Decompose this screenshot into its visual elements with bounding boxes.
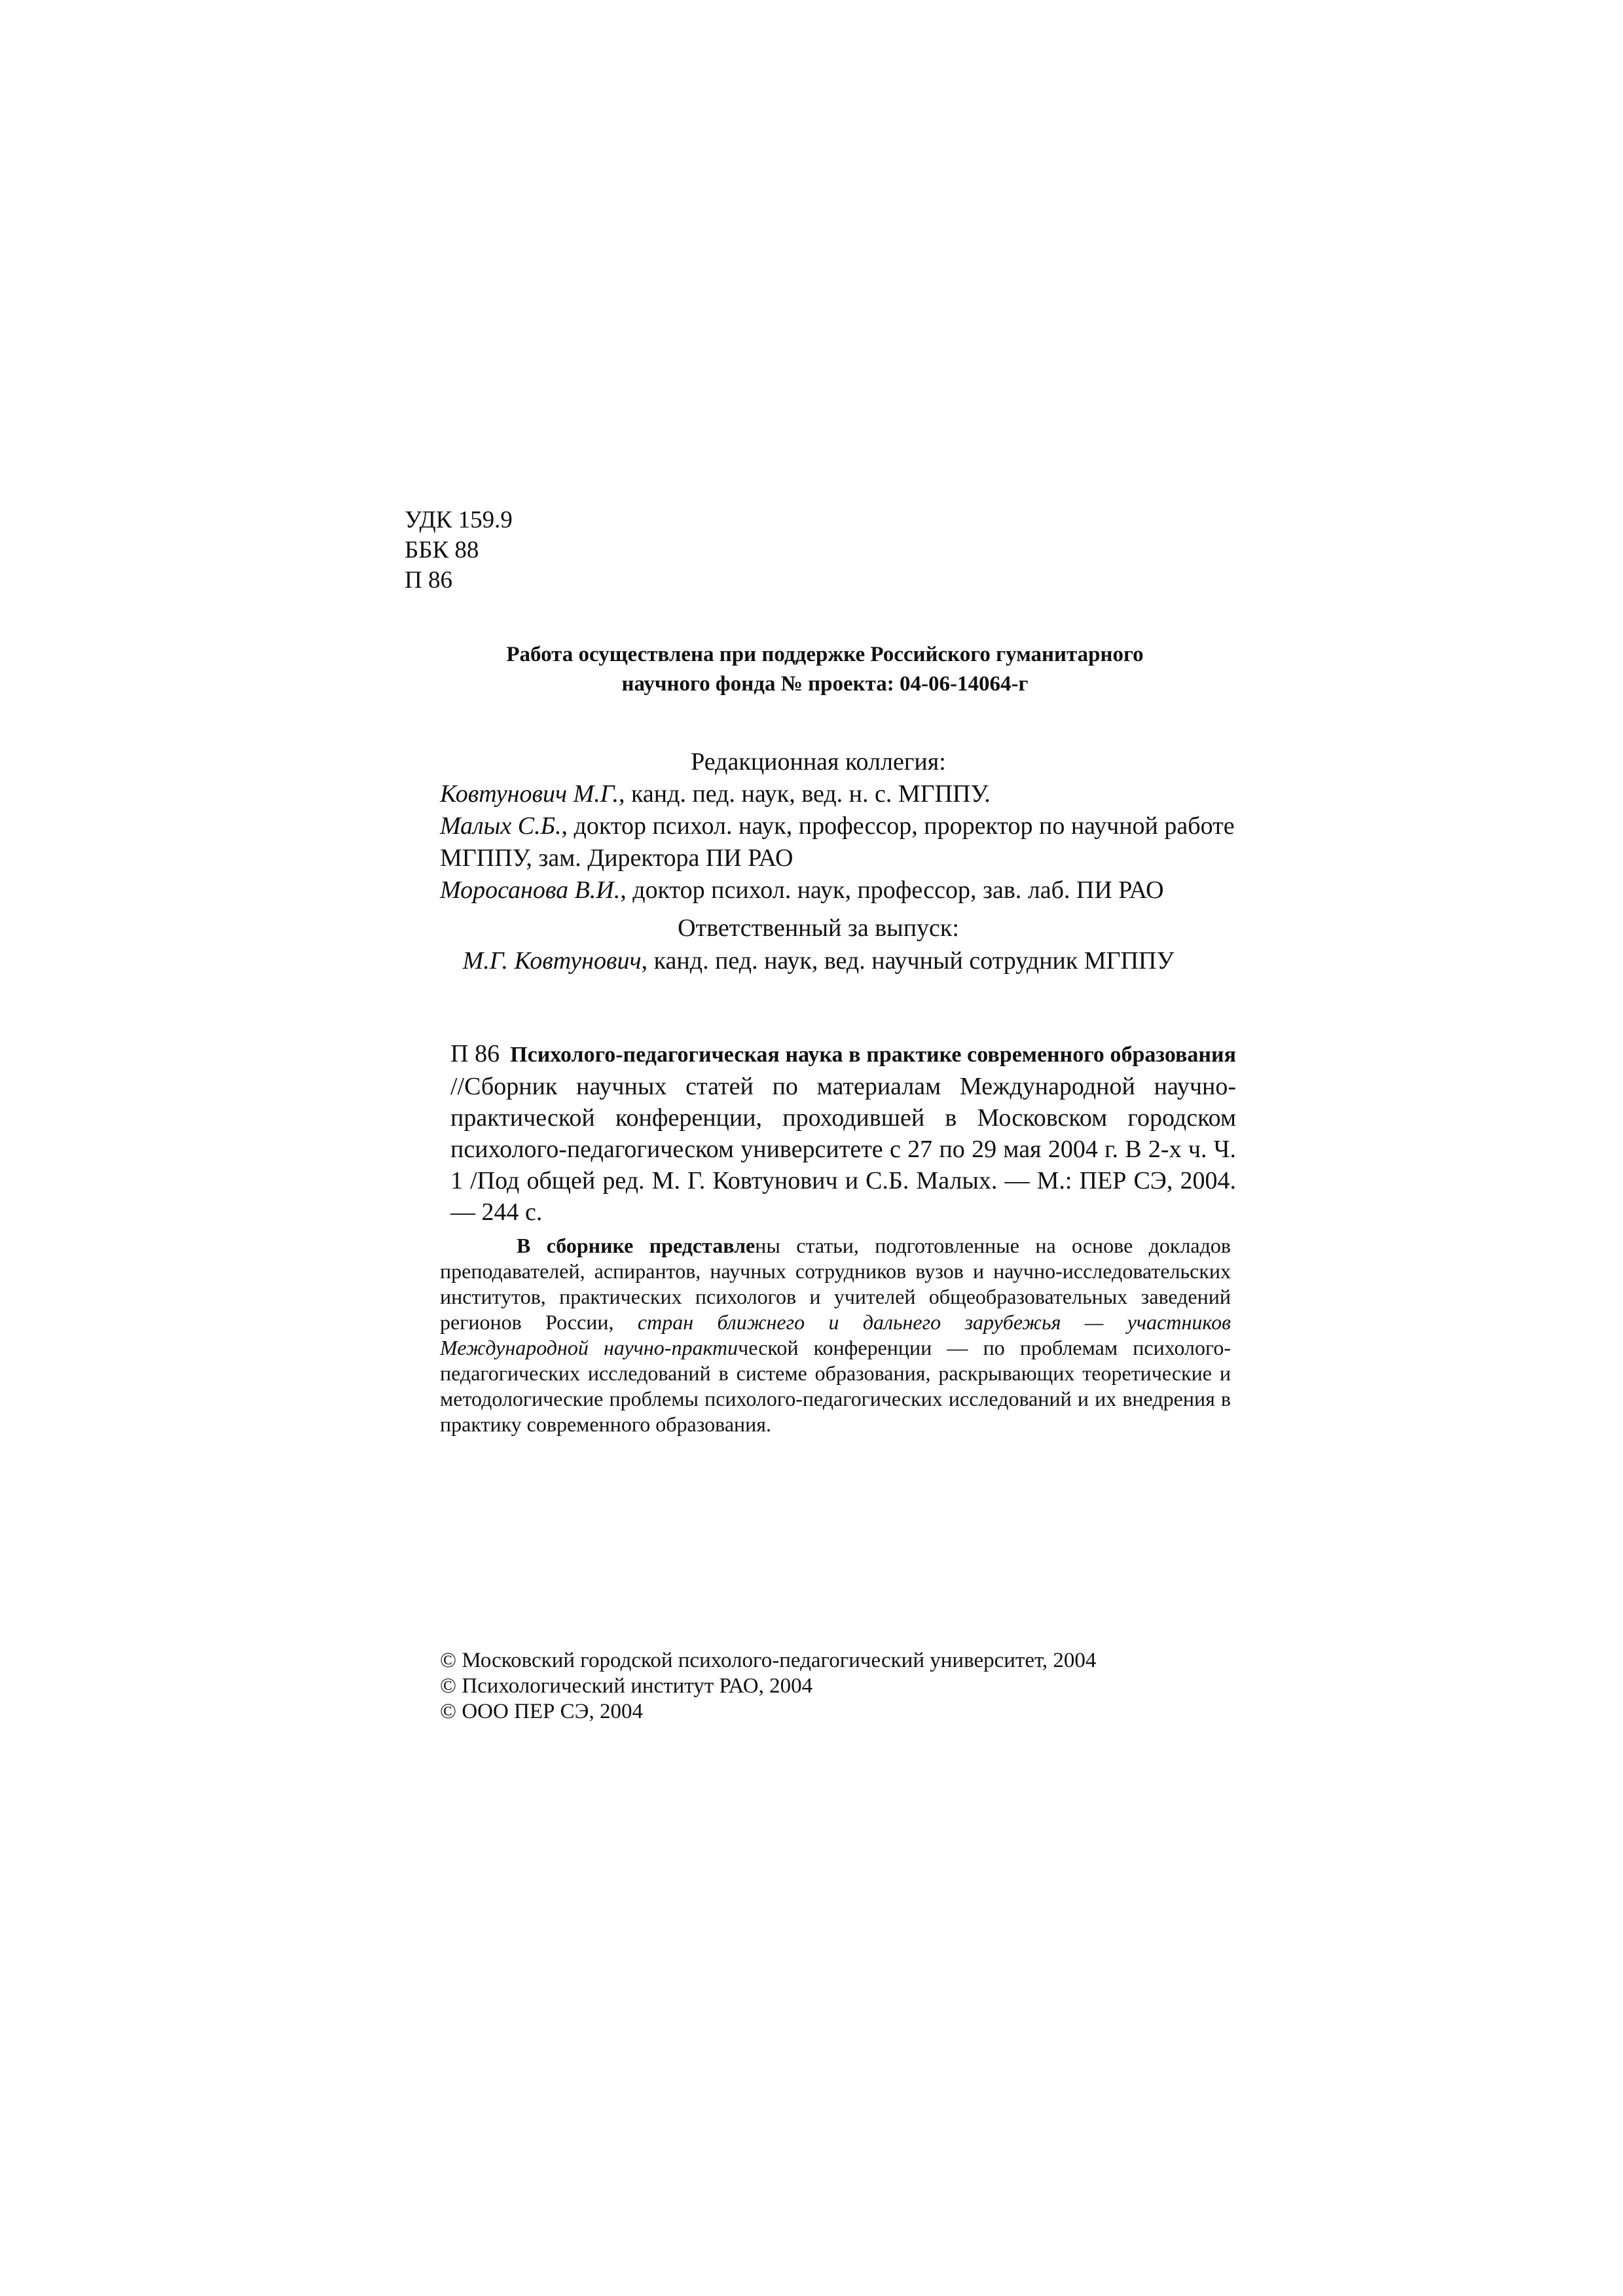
bbk-code: ББК 88 xyxy=(405,537,479,564)
bibliographic-record xyxy=(450,1038,1236,1228)
copyright-line: © Московский городской психолого-педагогический университет, 2004 xyxy=(440,1649,1097,1672)
copyright-line: © Психологический институт РАО, 2004 xyxy=(440,1674,813,1698)
abstract-paragraph xyxy=(440,1233,1231,1437)
board-member-name: Ковтунович М.Г. xyxy=(440,780,619,808)
grant-line-1: Работа осуществлена при поддержке Российского гуманитарного xyxy=(506,643,1144,666)
abstract-italic: стран ближнего и дальнего зарубежья — участников Международной научно-практи xyxy=(440,1310,1231,1359)
board-member xyxy=(440,778,1252,810)
board-member xyxy=(440,810,1252,874)
board-member-info: , канд. пед. наук, вед. н. с. МГППУ. xyxy=(619,780,991,808)
board-member xyxy=(440,874,1252,906)
bib-title: Психолого-педагогическая наука в практике современного образования xyxy=(510,1043,1236,1067)
responsible-name: М.Г. Ковтунович xyxy=(462,947,642,975)
udk-code: УДК 159.9 xyxy=(405,507,513,533)
author-mark: П 86 xyxy=(405,567,452,594)
responsible-title: Ответственный за выпуск: xyxy=(678,914,959,942)
responsible-info: , канд. пед. наук, вед. научный сотрудник МГППУ xyxy=(641,947,1175,975)
editorial-board-title: Редакционная коллегия: xyxy=(691,748,946,776)
copyright-line: © ООО ПЕР СЭ, 2004 xyxy=(440,1700,643,1723)
board-member-name: Малых С.Б. xyxy=(440,812,562,840)
classification-block xyxy=(405,505,513,596)
board-member-info: , доктор психол. наук, профессор, проректор по научной работе МГППУ, зам. Директора ПИ РАО xyxy=(440,812,1235,872)
bib-code: П 86 xyxy=(450,1040,500,1067)
abstract-text-1: ны статьи, подготовленные на основе докладов преподавателей, аспирантов, научных сотрудников вузов и научно-исследовательских институтов, практических психологов и учителей общеобразовательных заведений регионов России, xyxy=(440,1234,1231,1334)
editorial-board-list xyxy=(440,778,1252,906)
grant-line-2: научного фонда № проекта: 04-06-14064-г xyxy=(621,672,1029,696)
board-member-info: , доктор психол. наук, профессор, зав. лаб. ПИ РАО xyxy=(620,876,1164,904)
responsible-person xyxy=(393,946,1244,975)
abstract-text-2: ческой конференции — по проблемам психолого-педагогических исследований в системе образования, раскрывающих теоретические и методологические проблемы психолого-педагогических исследований и их внедрения в практику современного образования. xyxy=(440,1336,1231,1436)
board-member-name: Моросанова В.И. xyxy=(440,876,621,904)
bib-details: //Сборник научных статей по материалам Международной научно-практической конференции, проходившей в Московском городском психолого-педагогическом университете с 27 по 29 мая 2004 г. В 2-х ч. Ч. 1 /Под общей ред. М. Г. Ковтунович и С.Б. Малых. — М.: ПЕР СЭ, 2004. — 244 с. xyxy=(450,1073,1236,1226)
copyright-block xyxy=(440,1648,1096,1725)
grant-notice xyxy=(419,640,1231,699)
abstract-bold: В сборнике представле xyxy=(517,1234,756,1257)
